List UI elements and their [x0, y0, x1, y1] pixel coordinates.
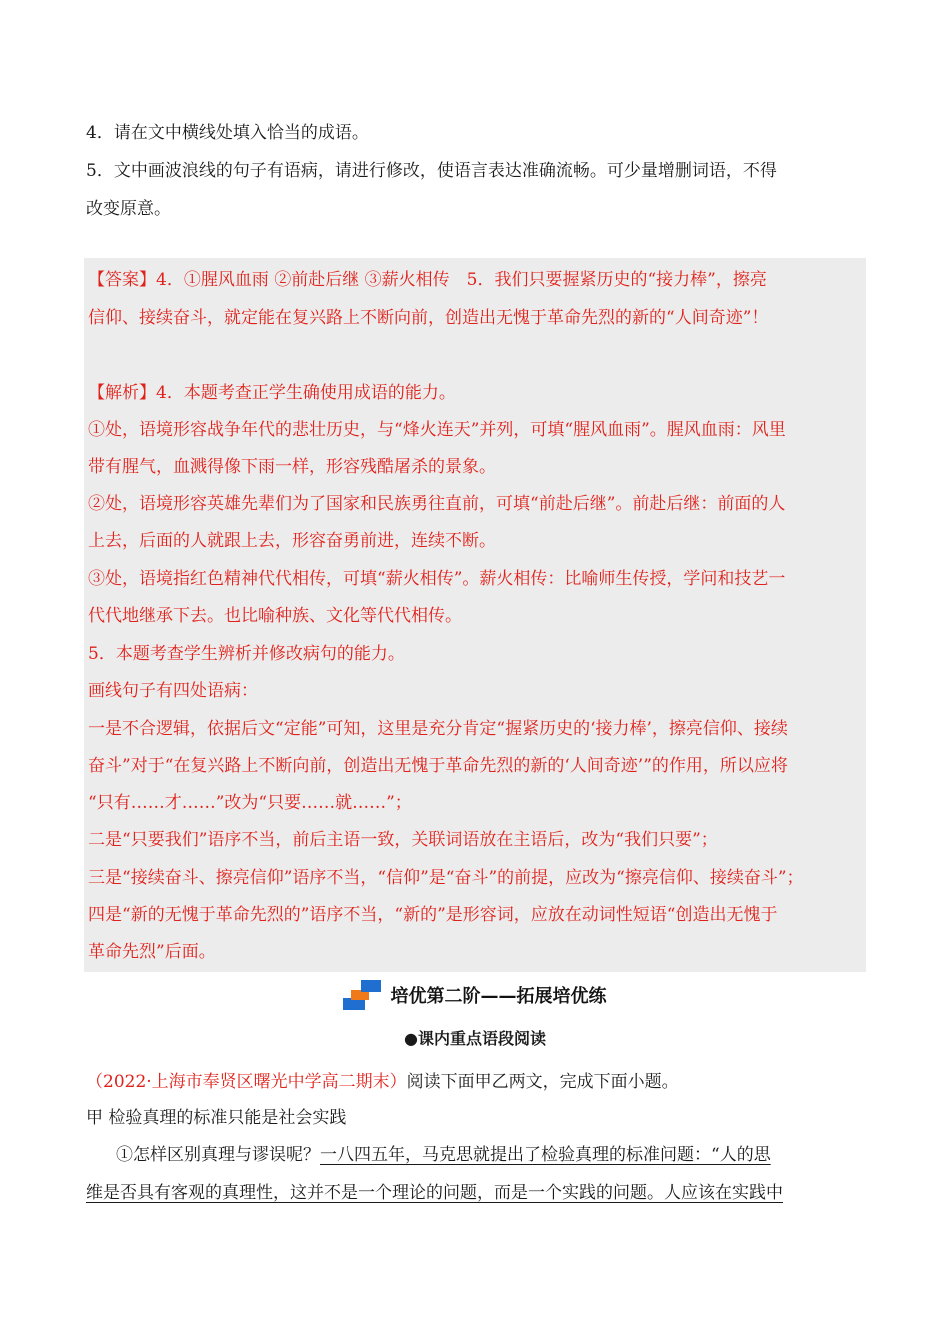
blocks-logo-icon — [343, 978, 383, 1012]
analysis-line: 代代地继承下去。也比喻种族、文化等代代相传。 — [88, 606, 462, 626]
reading-instruction: 阅读下面甲乙两文，完成下面小题。 — [406, 1072, 679, 1092]
section-subtitle: ●课内重点语段阅读 — [404, 1029, 546, 1048]
analysis-line: 二是“只要我们”语序不当，前后主语一致，关联词语放在主语后，改为“我们只要”； — [88, 830, 718, 850]
analysis-line: 一是不合逻辑，依据后文“定能”可知，这里是充分肯定“握紧历史的‘接力棒’，擦亮信仰、接续 — [88, 719, 788, 739]
analysis-line: ②处，语境形容英雄先辈们为了国家和民族勇往直前，可填“前赴后继”。前赴后继：前面的人 — [88, 494, 786, 514]
analysis-line: 革命先烈”后面。 — [88, 942, 216, 962]
paragraph-1-start: ①怎样区别真理与谬误呢？ — [116, 1145, 320, 1165]
analysis-line: 上去，后面的人就跟上去，形容奋勇前进，连续不断。 — [88, 531, 496, 551]
paragraph-1-line2: 维是否具有客观的真理性，这并不是一个理论的问题，而是一个实践的问题。人应该在实践中 — [86, 1183, 783, 1203]
answer-line: 信仰、接续奋斗，就定能在复兴路上不断向前，创造出无愧于革命先烈的新的“人间奇迹”！ — [88, 308, 769, 328]
analysis-line: 画线句子有四处语病： — [88, 681, 258, 701]
analysis-line: 5．本题考查学生辨析并修改病句的能力。 — [88, 644, 405, 664]
analysis-line: 带有腥气，血溅得像下雨一样，形容残酷屠杀的景象。 — [88, 457, 496, 477]
analysis-line: ③处，语境指红色精神代代相传，可填“薪火相传”。薪火相传：比喻师生传授，学问和技艺一 — [88, 569, 786, 589]
section-title: 培优第二阶——拓展培优练 — [390, 986, 607, 1007]
analysis-line: 【解析】4．本题考查正学生确使用成语的能力。 — [88, 383, 456, 403]
article-title: 甲 检验真理的标准只能是社会实践 — [86, 1108, 347, 1128]
paragraph-1-line1 — [116, 1137, 771, 1173]
source-citation: （2022·上海市奉贤区曙光中学高二期末） — [86, 1072, 407, 1092]
answer-analysis-box — [84, 258, 866, 972]
question-5-line1: 5．文中画波浪线的句子有语病，请进行修改，使语言表达准确流畅。可少量增删词语，不得 — [86, 161, 777, 181]
reading-source-line — [86, 1064, 679, 1100]
analysis-line: 三是“接续奋斗、擦亮信仰”语序不当，“信仰”是“奋斗”的前提，应改为“擦亮信仰、接续奋斗”； — [88, 868, 804, 888]
section-heading — [0, 978, 950, 1012]
analysis-line: ①处，语境形容战争年代的悲壮历史，与“烽火连天”并列，可填“腥风血雨”。腥风血雨：风里 — [88, 420, 786, 440]
question-4: 4．请在文中横线处填入恰当的成语。 — [86, 123, 369, 143]
paragraph-1-underlined: 一八四五年，马克思就提出了检验真理的标准问题：“人的思 — [320, 1145, 771, 1165]
analysis-line: “只有……才……”改为“只要……就……”； — [88, 793, 412, 813]
answer-line: 【答案】4．①腥风血雨 ②前赴后继 ③薪火相传 5．我们只要握紧历史的“接力棒”，擦亮 — [88, 270, 767, 290]
question-5-line2: 改变原意。 — [86, 199, 171, 219]
analysis-line: 四是“新的无愧于革命先烈的”语序不当，“新的”是形容词，应放在动词性短语“创造出无愧于 — [88, 905, 778, 925]
analysis-line: 奋斗”对于“在复兴路上不断向前，创造出无愧于革命先烈的新的‘人间奇迹’”的作用，所以应将 — [88, 756, 788, 776]
